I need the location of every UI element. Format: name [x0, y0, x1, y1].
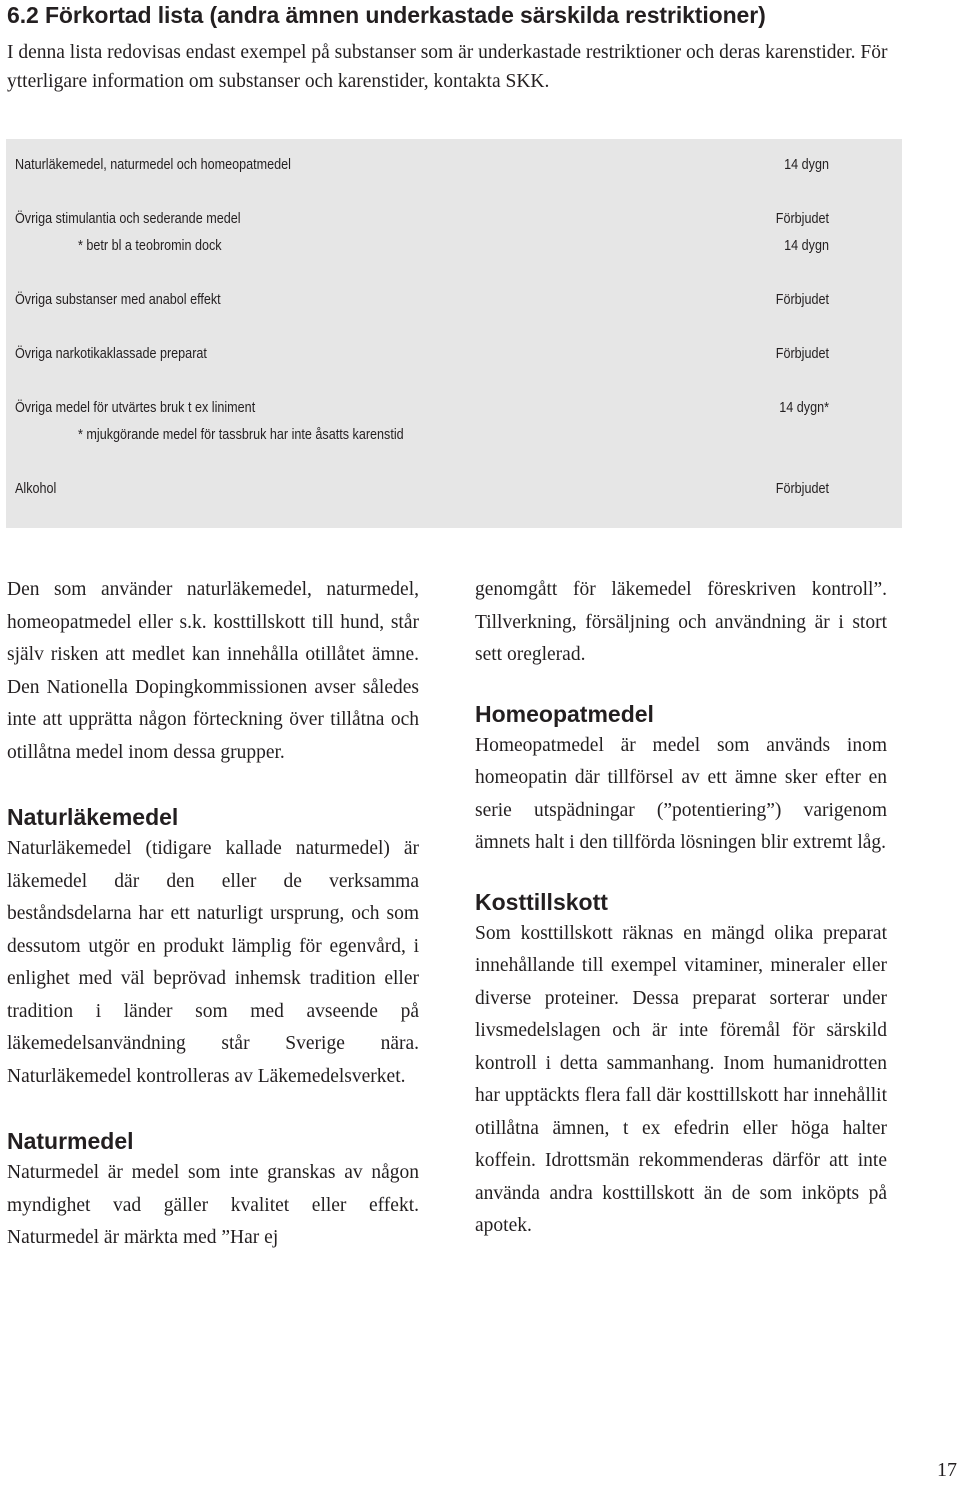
table-row — [6, 234, 902, 258]
paragraph-naturlakemedel: Naturläkemedel (tidigare kallade naturmedel) är läkemedel där den eller de verksamma beståndsdelarna har ett naturligt ursprung, och som dessutom utgör en produkt lämplig för egenvård, i enlighet med väl beprövad inhemsk tradition eller tradition i länder som med avseende på läkemedelsanvändning står Sverige nära. Naturläkemedel kontrolleras av Läkemedelsverket. — [7, 838, 419, 1087]
restriction-table — [6, 139, 902, 528]
row-status: Förbjudet — [775, 291, 829, 308]
row-label: Alkohol — [15, 480, 57, 497]
table-row — [6, 477, 902, 501]
row-note: * betr bl a teobromin dock — [78, 237, 222, 254]
row-label: Övriga substanser med anabol effekt — [15, 291, 221, 308]
section-intro: I denna lista redovisas endast exempel på substanser som är underkastade restriktioner och deras karenstider. För ytterligare information om substanser och karenstider, kontakta SKK. — [7, 42, 888, 92]
table-row — [6, 342, 902, 366]
table-row — [6, 153, 902, 177]
row-note: * mjukgörande medel för tassbruk har inte åsatts karenstid — [78, 426, 404, 443]
table-row — [6, 423, 902, 447]
paragraph-intro: Den som använder naturläkemedel, naturmedel, homeopatmedel eller s.k. kosttillskott till hund, står själv risken att medlet kan innehålla otillåtet ämne. Den Nationella Dopingkommissionen avser således inte att upprätta någon förteckning över tillåtna och otillåtna medel inom dessa grupper. — [7, 579, 419, 763]
section-heading: 6.2 Förkortad lista (andra ämnen underkastade särskilda restriktioner) — [7, 2, 766, 28]
table-row — [6, 288, 902, 312]
heading-naturlakemedel: Naturläkemedel — [7, 804, 179, 830]
row-status: Förbjudet — [775, 210, 829, 227]
heading-naturmedel: Naturmedel — [7, 1128, 134, 1154]
table-row — [6, 396, 902, 420]
row-status: Förbjudet — [775, 345, 829, 362]
row-label: Övriga stimulantia och sederande medel — [15, 210, 241, 227]
row-status: 14 dygn — [784, 237, 829, 254]
table-row — [6, 207, 902, 231]
right-column — [475, 574, 887, 1243]
paragraph-naturmedel-continued: genomgått för läkemedel föreskriven kontroll”. Tillverkning, försäljning och användning är i stort sett oreglerad. — [475, 579, 887, 665]
paragraph-naturmedel: Naturmedel är medel som inte granskas av någon myndighet vad gäller kvalitet eller effekt. Naturmedel är märkta med ”Har ej — [7, 1162, 419, 1248]
row-status: Förbjudet — [775, 480, 829, 497]
row-label: Övriga narkotikaklassade preparat — [15, 345, 207, 362]
heading-kosttillskott: Kosttillskott — [475, 888, 608, 915]
row-status: 14 dygn — [784, 156, 829, 173]
heading-homeopatmedel: Homeopatmedel — [475, 700, 654, 727]
page-number: 17 — [937, 1459, 957, 1481]
left-column — [7, 574, 419, 1255]
paragraph-homeopatmedel: Homeopatmedel är medel som används inom homeopatin där tillförsel av ett ämne sker efter en serie utspädningar (”potentiering”) varigenom ämnets halt i den tillförda lösningen blir extremt låg. — [475, 734, 887, 853]
paragraph-kosttillskott: Som kosttillskott räknas en mängd olika preparat innehållande till exempel vitaminer, mineraler eller diverse proteiner. Dessa preparat sorterar under livsmedelslagen och är inte föremål för särskild kontroll i detta sammanhang. Inom humanidrotten har upptäckts flera fall där kosttillskott har innehållit otillåtna ämnen, t ex efedrin eller höga halter koffein. Idrottsmän rekommenderas därför att inte använda andra kosttillskott än de som inköpts på apotek. — [475, 922, 887, 1236]
row-label: Övriga medel för utvärtes bruk t ex liniment — [15, 399, 256, 416]
row-label: Naturläkemedel, naturmedel och homeopatmedel — [15, 156, 291, 173]
row-status: 14 dygn* — [779, 399, 829, 416]
